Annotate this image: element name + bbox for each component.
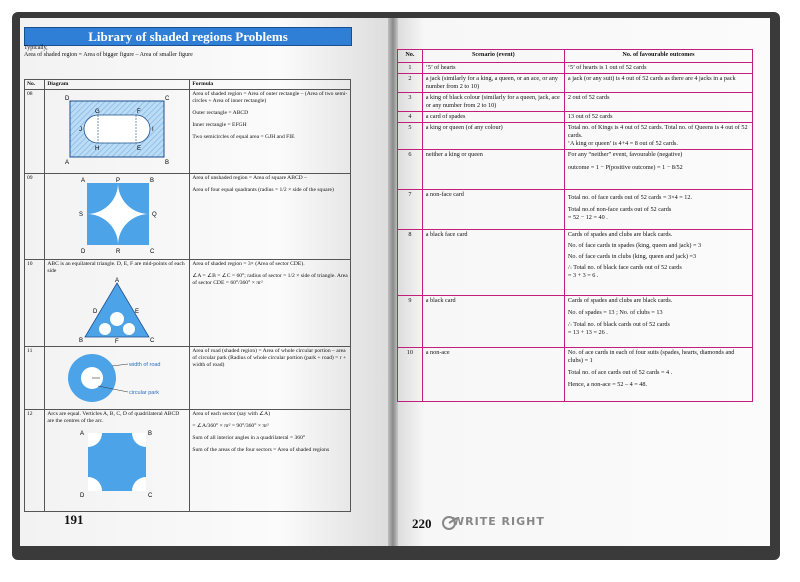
card-probability-table <box>397 49 753 402</box>
row-number: 09 <box>25 174 45 260</box>
outcome-cell <box>564 123 752 150</box>
outcome-line: Total no. of Kings is 4 out of 52 cards. Total no. of Queens is 4 out of 52 cards. <box>567 124 748 139</box>
page-number-left: 191 <box>64 512 84 527</box>
outcome-cell <box>564 296 752 348</box>
outcome-line: 13 out of 52 cards <box>567 113 613 120</box>
formula-cell <box>190 410 351 512</box>
header-scenario: Scenario (event) <box>422 50 564 63</box>
triangle-sectors-diagram <box>77 277 157 343</box>
outcome-line: ∴ Total no. of black face cards out of 52 cards <box>567 264 682 271</box>
table-row <box>398 123 753 150</box>
square-quadrants-diagram <box>69 177 165 255</box>
table-row <box>398 190 753 230</box>
row-number: 11 <box>25 347 45 410</box>
row-number: 1 <box>398 63 423 74</box>
label-e: E <box>135 309 140 315</box>
formula-line: = ∠A/360° × πr² = 90°/360° × πr² <box>192 423 269 429</box>
outcome-line: For any “neither” event, favourable (negative) <box>567 151 683 158</box>
formula-cell <box>190 174 351 260</box>
table-row <box>398 93 753 112</box>
header-no: No. <box>25 80 45 90</box>
outcome-line: Hence, a non-ace = 52 – 4 = 48. <box>567 381 648 388</box>
scenario-cell: a non-ace <box>422 348 564 402</box>
scenario-cell: neither a king or queen <box>422 150 564 190</box>
row-number: 9 <box>398 296 423 348</box>
circular-road-diagram <box>62 350 172 406</box>
scenario-cell: a king of black colour (similarly for a queen, jack, ace or any number from 2 to 10) <box>422 93 564 112</box>
row-number: 2 <box>398 74 423 93</box>
scenario-cell: a card of spades <box>422 112 564 123</box>
table-row <box>398 296 753 348</box>
label-c: C <box>165 96 170 102</box>
label-a: A <box>115 278 120 284</box>
label-j: J <box>79 127 83 133</box>
row-number: 10 <box>398 348 423 402</box>
row-number: 7 <box>398 190 423 230</box>
label-a: A <box>65 160 70 165</box>
label-circular-park: circular park <box>129 390 160 396</box>
formula-line: Outer rectangle = ABCD <box>192 110 249 116</box>
outcome-line: Cards of spades and clubs are black cards. <box>567 231 673 238</box>
page-number-right: 220 <box>412 516 432 531</box>
label-e: E <box>137 146 142 152</box>
outcome-cell <box>564 348 752 402</box>
page-title: Library of shaded regions Problems <box>24 27 352 46</box>
formula-line: Area of unshaded region = Area of square ABCD – <box>192 175 307 181</box>
formula-cell <box>190 90 351 174</box>
quadrilateral-arcs-diagram <box>78 427 156 499</box>
label-h: H <box>95 146 100 152</box>
outcome-line: No. of face cards in clubs (king, queen and jack) =3 <box>567 253 697 260</box>
header-formula: Formula <box>190 80 351 90</box>
label-p: P <box>116 178 121 184</box>
outcome-line: = 3 + 3 = 6 . <box>567 272 599 279</box>
label-a: A <box>81 178 86 184</box>
outcome-cell <box>564 74 752 93</box>
label-d: D <box>65 96 70 102</box>
label-d: D <box>93 309 98 315</box>
diagram-cell <box>45 174 190 260</box>
formula-line: Area of four equal quadrants (radius = 1/2 × side of the square) <box>192 187 334 193</box>
outcome-line: = 13 + 13 = 26 . <box>567 329 608 336</box>
label-d: D <box>81 249 86 255</box>
row-number: 3 <box>398 93 423 112</box>
formula-line: Sum of all interior angles in a quadrilateral = 360° <box>192 435 306 441</box>
scenario-cell: a king or queen (of any colour) <box>422 123 564 150</box>
scenario-cell: a black card <box>422 296 564 348</box>
formula-line: Area of road (shaded region) = Area of whole circular portion – area of circular park (Radius of whole circular portion (park + road) = r + width of road) <box>192 348 347 368</box>
scenario-cell: a non-face card <box>422 190 564 230</box>
table-row <box>398 230 753 296</box>
row-number: 5 <box>398 123 423 150</box>
formula-line: Area of shaded region = Area of outer rectangle – (Area of two semi-circles + Area of inner rectangle) <box>192 91 348 104</box>
outcome-cell <box>564 93 752 112</box>
header-diagram: Diagram <box>45 80 190 90</box>
formula-line: ∠A = ∠B = ∠C = 60°; radius of sector = 1/2 × side of triangle. Area of sector CDE = 60°/360° × πr² <box>192 273 348 286</box>
outcome-line: ‘A king or queen’ is 4+4 = 8 out of 52 cards. <box>567 140 678 147</box>
outcome-cell <box>564 230 752 296</box>
row-number: 08 <box>25 90 45 174</box>
label-b: B <box>150 178 155 184</box>
scenario-cell: a black face card <box>422 230 564 296</box>
label-g: G <box>95 109 101 115</box>
diagram-cell <box>45 260 190 347</box>
shaded-regions-table <box>24 79 351 512</box>
table-header-row <box>25 80 351 90</box>
formula-line: Inner rectangle = EFGH <box>192 122 247 128</box>
label-a: A <box>80 431 85 437</box>
row-number: 12 <box>25 410 45 512</box>
row-number: 10 <box>25 260 45 347</box>
outcome-line: No. of spades = 13 ; No. of clubs = 13 <box>567 309 663 316</box>
outcome-line: Total no. of ace cards out of 52 cards = 4 . <box>567 369 673 376</box>
formula-line: Area of shaded region = 3× (Area of sector CDE). <box>192 261 305 267</box>
diagram-caption: ABC is an equilateral triangle. D, E, F are mid-points of each side <box>47 261 185 274</box>
label-width-of-road: width of road <box>129 362 161 368</box>
diagram-cell <box>45 90 190 174</box>
outcome-line: Cards of spades and clubs are black cards. <box>567 297 673 304</box>
label-r: R <box>116 249 121 255</box>
table-row <box>25 347 351 410</box>
label-q: Q <box>152 212 158 218</box>
formula-cell <box>190 347 351 410</box>
outcome-line: outcome = 1 − P(positive outcome) = 1 − 8/52 <box>567 164 683 171</box>
label-c: C <box>150 249 155 255</box>
outcome-cell <box>564 112 752 123</box>
row-number: 6 <box>398 150 423 190</box>
outcome-line: No. of ace cards in each of four suits (spades, hearts, diamonds and clubs) = 1 <box>567 349 735 364</box>
row-number: 8 <box>398 230 423 296</box>
scenario-cell: a jack (similarly for a king, a queen, or an ace, or any number from 2 to 10) <box>422 74 564 93</box>
outcome-line: ∴ Total no. of black cards out of 52 cards <box>567 321 670 328</box>
label-d: D <box>80 493 85 499</box>
label-f: F <box>137 109 142 115</box>
diagram-caption: Arcs are equal. Verticles A, B, C, D of quadrilateral ABCD are the centres of the arc. <box>47 411 180 424</box>
table-row <box>398 150 753 190</box>
outcome-cell <box>564 190 752 230</box>
intro-line-2: Area of shaded region = Area of bigger figure – Area of smaller figure <box>24 52 193 58</box>
label-s: S <box>79 212 84 218</box>
label-b: B <box>165 160 170 165</box>
diagram-cell <box>45 347 190 410</box>
formula-line: Sum of the areas of the four sectors = Area of shaded regions <box>192 447 330 453</box>
label-i: I <box>152 127 155 133</box>
table-row <box>25 174 351 260</box>
formula-cell <box>190 260 351 347</box>
label-f: F <box>115 339 120 343</box>
outcome-line: ‘5’ of hearts is 1 out of 52 cards <box>567 64 647 71</box>
table-row <box>25 90 351 174</box>
row-number: 4 <box>398 112 423 123</box>
outcome-line: 2 out of 52 cards <box>567 94 610 101</box>
brand-name: WRITE RIGHT <box>452 515 545 528</box>
formula-line: Area of each sector (say with ∠A) <box>192 411 271 417</box>
header-outcomes: No. of favourable outcomes <box>564 50 752 63</box>
intro-text <box>24 45 350 59</box>
outcome-line: Total no.of non-face cards out of 52 cards <box>567 206 672 213</box>
table-row <box>25 260 351 347</box>
outcome-line: No. of face cards in spades (king, queen and jack) = 3 <box>567 242 702 249</box>
label-b: B <box>79 338 84 343</box>
outcome-cell <box>564 150 752 190</box>
table-row <box>25 410 351 512</box>
table-row <box>398 74 753 93</box>
label-b: B <box>148 431 153 437</box>
intro-line-1: Typically, <box>24 45 48 51</box>
scenario-cell: ‘5’ of hearts <box>422 63 564 74</box>
outcome-line: Total no. of face cards out of 52 cards = 3×4 = 12. <box>567 194 693 201</box>
table-header-row <box>398 50 753 63</box>
diagram-cell <box>45 410 190 512</box>
table-row <box>398 348 753 402</box>
table-row <box>398 112 753 123</box>
formula-line: Two semicircles of equal area = GJH and FIE <box>192 134 295 140</box>
table-row <box>398 63 753 74</box>
outcome-line: = 52 − 12 = 40 . <box>567 214 608 221</box>
outcome-cell <box>564 63 752 74</box>
label-c: C <box>148 493 153 499</box>
outcome-line: a jack (or any suit) is 4 out of 52 cards as there are 4 jacks in a pack <box>567 75 736 82</box>
header-no: No. <box>398 50 423 63</box>
label-c: C <box>150 338 155 343</box>
rectangle-semicircles-diagram <box>62 93 172 165</box>
